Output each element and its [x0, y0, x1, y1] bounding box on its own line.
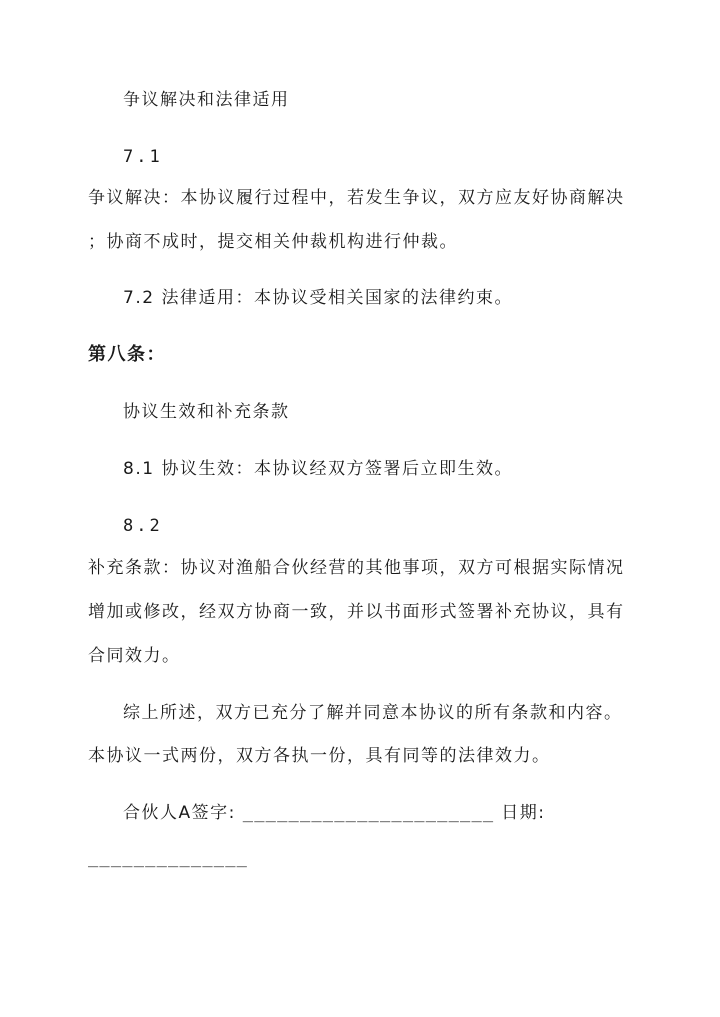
signature-row: [123, 801, 545, 825]
clause-8-2-number: 8.2: [123, 516, 163, 536]
clause-7-1-text-line2: ；协商不成时，提交相关仲裁机构进行仲裁。: [88, 232, 458, 252]
clause-8-2-text-line1: 补充条款：协议对渔船合伙经营的其他事项，双方可根据实际情况: [88, 558, 625, 578]
section8-heading: 协议生效和补充条款: [123, 402, 290, 422]
clause-8-2-text-line2: 增加或修改，经双方协商一致，并以书面形式签署补充协议，具有: [88, 602, 625, 622]
date-label: 日期:: [494, 803, 546, 823]
clause-7-2: 7.2 法律适用：本协议受相关国家的法律约束。: [123, 288, 513, 308]
section7-heading: 争议解决和法律适用: [123, 90, 290, 110]
article8-title: 第八条：: [88, 344, 166, 365]
summary-line2: 本协议一式两份，双方各执一份，具有同等的法律效力。: [88, 746, 551, 766]
date-blank[interactable]: ______________: [88, 848, 249, 868]
signature-label: 合伙人A签字:: [123, 803, 243, 823]
signature-blank[interactable]: ______________________: [242, 803, 495, 823]
clause-7-1-text-line1: 争议解决：本协议履行过程中，若发生争议，双方应友好协商解决: [88, 188, 625, 208]
clause-8-1: 8.1 协议生效：本协议经双方签署后立即生效。: [123, 459, 513, 479]
clause-8-2-text-line3: 合同效力。: [88, 646, 181, 666]
summary-line1: 综上所述，双方已充分了解并同意本协议的所有条款和内容。: [123, 703, 623, 723]
clause-7-1-number: 7.1: [123, 147, 163, 167]
